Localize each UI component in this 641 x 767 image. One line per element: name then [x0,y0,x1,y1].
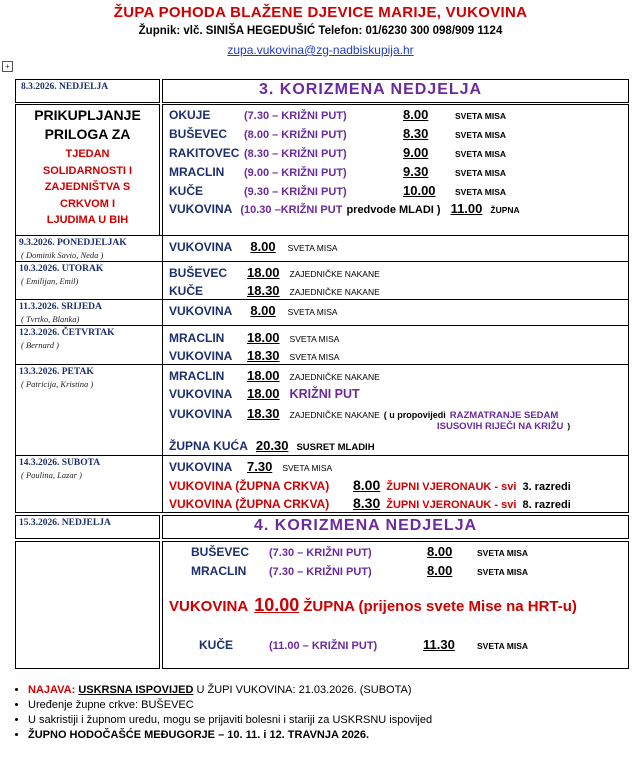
sun1-mass-row [169,126,506,141]
extra: predvode MLADI ) [346,204,441,216]
thu-row [169,348,339,363]
collection-heading [15,106,160,144]
info: (9.30 – KRIŽNI PUT) [244,186,347,198]
note: SUSRET MLADIH [296,442,375,453]
sun2-left-box [15,541,160,669]
place: VUKOVINA (ŽUPNA CRKVA) [169,479,330,493]
time: 8.00 [250,239,276,254]
time: 8.00 [403,107,429,122]
parish-title: ŽUPA POHODA BLAŽENE DJEVICE MARIJE, VUKOVINA [113,4,528,21]
time: 7.30 [247,459,273,474]
note: ZAJEDNIČKE NAKANE [289,410,380,420]
time: 11.30 [423,637,455,652]
note: SVETA MISA [477,567,529,577]
place: BUŠEVEC [169,266,228,280]
sun1-mass-row [169,164,506,179]
place: BUŠEVEC [169,127,228,141]
time: 18.00 [247,386,280,401]
place: VUKOVINA (ŽUPNA CRKVA) [169,497,330,511]
collection-week-line: CRKVOM I [60,197,115,210]
time: 9.30 [403,164,429,179]
announcement-topic: USKRSNA ISPOVIJED [78,684,194,696]
note: ŽUPNI VJERONAUK - svi [386,499,517,511]
time: 18.30 [247,406,280,421]
grade: 3. razredi [522,481,571,493]
note: ŽUPNI VJERONAUK - svi [386,481,517,493]
wed-names: ( Tvrtko, Blanka) [21,314,80,324]
info: (7.30 – KRIŽNI PUT) [269,547,372,559]
announcements-list [6,683,432,743]
time: 8.00 [427,544,453,559]
collection-line: PRIKUPLJANJE [34,107,141,123]
fri-row [169,406,558,421]
priest-contact: Župnik: vlč. SINIŠA HEGEDUŠIĆ Telefon: 01/6230 300 098/909 1124 [138,25,503,37]
sun1-mass-row [169,145,506,160]
place: MRACLIN [191,564,247,578]
broadcast-note: ŽUPNA (prijenos svete Mise na HRT-u) [303,598,577,615]
note: SVETA MISA [289,352,340,362]
note: SVETA MISA [455,130,507,140]
thu-row [169,330,339,345]
info: (7.30 – KRIŽNI PUT) [244,110,347,122]
note: SVETA MISA [455,168,507,178]
note: SVETA MISA [455,111,507,121]
place: OKUJE [169,108,211,122]
row-divider [15,325,629,326]
collection-line: PRILOGA ZA [44,126,131,142]
fri-topic-cont [437,421,570,432]
time: 11.00 [450,201,483,216]
announcement-item: • ŽUPNO HODOČAŠĆE MEĐUGORJE – 10. 11. i 12. TRAVNJA 2026. [28,728,432,743]
place: KUČE [169,184,204,198]
mon-row [169,239,338,254]
place: VUKOVINA [169,460,233,474]
time: 8.00 [427,563,453,578]
fri-names: ( Patricija, Kristina ) [21,379,94,389]
table-move-handle-icon[interactable]: + [2,61,13,72]
sun2-date: 15.3.2026. NEDJELJA [19,518,111,528]
wed-date: 11.3.2026. SRIJEDA [19,302,102,312]
info: (7.30 – KRIŽNI PUT) [269,566,372,578]
time: 8.00 [353,477,381,493]
tue-row [169,283,380,298]
place: VUKOVINA [169,387,233,401]
fri-date: 13.3.2026. PETAK [19,367,94,377]
announcement-item: • Uređenje župne crkve: BUŠEVEC [28,698,432,713]
place: VUKOVINA [169,240,233,254]
time: 8.00 [250,303,276,318]
sat-row [169,495,571,511]
row-divider [15,364,629,365]
thu-names: ( Bernard ) [21,340,59,350]
mon-date: 9.3.2026. PONEDJELJAK [19,238,127,248]
fri-row [169,368,380,383]
grade: 8. razredi [522,499,571,511]
time: 18.00 [247,265,280,280]
sun1-mass-row [169,107,506,122]
note: SVETA MISA [282,463,333,473]
note: SVETA MISA [287,243,338,253]
fri-row [169,386,360,401]
row-divider [15,261,629,262]
info: (10.30 –KRIŽNI PUT [240,204,343,216]
note: KRIŽNI PUT [289,387,360,401]
info: (9.00 – KRIŽNI PUT) [244,167,347,179]
note: ZAJEDNIČKE NAKANE [289,287,380,297]
note: ŽUPNA [490,205,520,215]
place: VUKOVINA [169,349,233,363]
info: (11.00 – KRIŽNI PUT) [269,640,378,652]
collection-week-line: LJUDIMA U BIH [46,214,129,226]
sun1-date: 8.3.2026. NEDJELJA [21,82,109,92]
paren-close: ) [567,421,571,431]
collection-week-line: TJEDAN [65,148,110,160]
wed-row [169,303,338,318]
time: 9.00 [403,145,429,160]
announcement-item [28,683,432,698]
time: 18.00 [247,368,280,383]
paren: ( u propovijedi [383,410,446,420]
note: SVETA MISA [477,641,529,651]
tue-names: ( Emilijan, Emil) [21,276,79,286]
sat-names: ( Paulina, Lazar ) [21,470,82,480]
sun1-mass-row [169,183,506,198]
collection-week-line: SOLIDARNOSTI I [42,164,133,177]
note: ZAJEDNIČKE NAKANE [289,372,380,382]
tue-row [169,265,380,280]
sat-row [169,477,571,493]
place: MRACLIN [169,369,225,383]
tue-date: 10.3.2026. UTORAK [19,264,104,274]
collection-week-line: ZAJEDNIŠTVA S [44,181,131,193]
place: RAKITOVEC [169,146,240,160]
announcement-label: NAJAVA: [28,684,76,696]
place: BUŠEVEC [191,545,250,559]
place: VUKOVINA [169,304,233,318]
note: SVETA MISA [289,334,340,344]
time: 8.30 [353,495,381,511]
sun2-kuce-row [199,637,528,652]
note: SVETA MISA [455,149,507,159]
note: SVETA MISA [477,548,529,558]
info: (8.30 – KRIŽNI PUT) [244,148,347,160]
announcement-text: U ŽUPI VUKOVINA: 21.03.2026. (SUBOTA) [196,684,412,696]
time: 10.00 [254,595,300,615]
sun2-mass-row [191,544,528,559]
email-link[interactable]: zupa.vukovina@zg-nadbiskupija.hr [227,43,414,57]
info: (8.00 – KRIŽNI PUT) [244,129,347,141]
announcement-item: • U sakristiji i župnom uredu, mogu se prijaviti bolesni i stariji za USKRSNU ispovijed [28,713,432,728]
row-divider [15,299,629,300]
topic: ISUSOVIH RIJEČI NA KRIŽU [437,421,564,432]
place: VUKOVINA [169,407,233,421]
sat-date: 14.3.2026. SUBOTA [19,458,101,468]
place: VUKOVINA [169,202,233,216]
topic: RAZMATRANJE SEDAM [449,410,559,421]
sat-row [169,459,332,474]
sun2-mass-row [191,563,528,578]
time: 20.30 [255,438,289,453]
place: MRACLIN [169,165,225,179]
place: MRACLIN [169,331,225,345]
sun2-vukovina-row [169,595,577,616]
place: KUČE [169,284,204,298]
sun2-title: 4. KORIZMENA NEDJELJA [254,517,478,534]
time: 8.30 [403,126,429,141]
note: SVETA MISA [287,307,338,317]
time: 10.00 [403,183,436,198]
place: ŽUPNA KUĆA [169,439,248,453]
note: SVETA MISA [455,187,507,197]
fri-row [169,438,375,453]
time: 18.30 [247,283,280,298]
time: 18.30 [247,348,280,363]
note: ZAJEDNIČKE NAKANE [289,269,380,279]
time: 18.00 [247,330,280,345]
place: KUČE [199,638,234,652]
thu-date: 12.3.2026. ČETVRTAK [19,328,115,338]
sun1-vukovina-row [169,201,520,216]
place: VUKOVINA [169,598,249,615]
sun1-title: 3. KORIZMENA NEDJELJA [259,81,483,98]
row-divider [15,455,629,456]
mon-names: ( Dominik Savio, Neda ) [21,250,104,260]
collection-week [15,146,160,229]
